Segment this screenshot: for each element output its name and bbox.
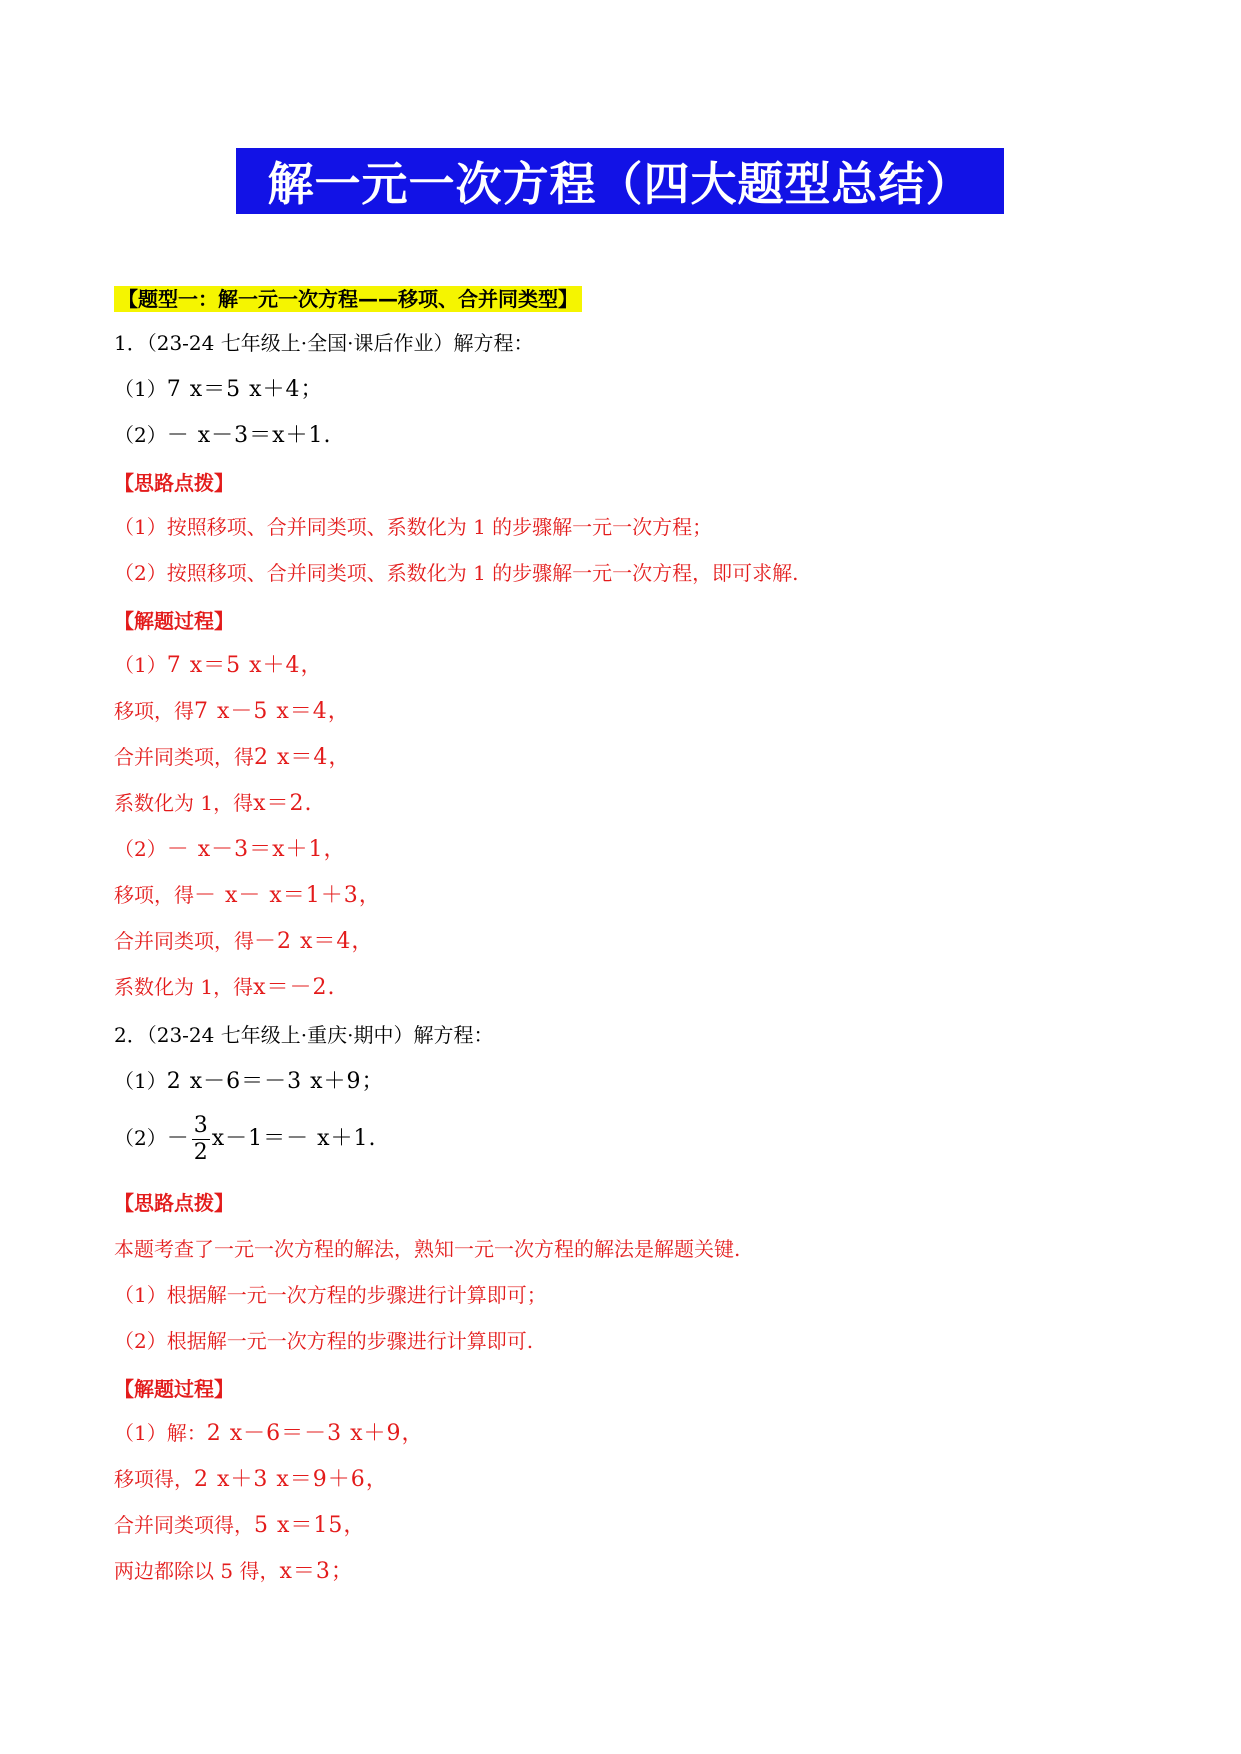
problem-1-hint-2: （2）按照移项、合并同类项、系数化为 1 的步骤解一元一次方程，即可求解. [114, 561, 799, 585]
solution-step [114, 1466, 389, 1493]
problem-2-hint-2: （2）根据解一元一次方程的步骤进行计算即可. [114, 1329, 534, 1353]
step-label: 系数化为 1，得 [114, 975, 254, 999]
step-equation: x＝2. [253, 791, 313, 816]
step-equation: 5 x＝15， [254, 1513, 367, 1538]
problem-1-hint-1: （1）按照移项、合并同类项、系数化为 1 的步骤解一元一次方程； [114, 515, 713, 539]
problem-2-hint-heading: 【思路点拨】 [114, 1191, 234, 1215]
step-equation: 7 x－5 x＝4， [194, 699, 351, 724]
solution-step [114, 744, 351, 771]
problem-2-hint-0: 本题考查了一元一次方程的解法，熟知一元一次方程的解法是解题关键. [114, 1237, 741, 1261]
step-equation: x＝－2. [253, 975, 336, 1000]
step-equation: 2 x＋3 x＝9＋6， [194, 1467, 389, 1492]
solution-step [114, 928, 374, 955]
step-label: 系数化为 1，得 [114, 791, 254, 815]
equation-rest: x－1＝－ x＋1. [211, 1126, 377, 1151]
step-label: 移项，得 [114, 699, 194, 723]
step-label: 合并同类项，得 [114, 745, 254, 769]
solution-step [114, 882, 382, 909]
step-equation: x＝3； [279, 1559, 354, 1584]
step-label: 移项，得 [114, 883, 194, 907]
equation: 7 x＝5 x＋4； [166, 377, 324, 402]
step-label: 合并同类项，得 [114, 929, 254, 953]
step-label: 合并同类项得， [114, 1513, 254, 1537]
solution-step [114, 1558, 354, 1585]
title-banner [236, 148, 1004, 214]
minus-sign: － [166, 1126, 190, 1151]
problem-2-solution-heading: 【解题过程】 [114, 1377, 234, 1401]
problem-1-part-2 [114, 422, 332, 449]
step-label: 两边都除以 5 得， [114, 1559, 280, 1583]
denominator: 2 [193, 1140, 208, 1165]
page-title: 解一元一次方程（四大题型总结） [267, 157, 973, 211]
step-label: （2） [114, 837, 167, 861]
solution-step [114, 836, 347, 863]
step-equation: 7 x＝5 x＋4， [166, 653, 324, 678]
part-label: （1） [114, 1069, 167, 1093]
solution-step [114, 790, 313, 817]
part-label: （1） [114, 377, 167, 401]
equation: － x－3＝x＋1. [166, 423, 332, 448]
fraction [192, 1113, 210, 1166]
part-label: （2） [114, 1126, 167, 1150]
step-label: （1）解： [114, 1421, 207, 1445]
solution-step [114, 652, 324, 679]
problem-1-hint-heading: 【思路点拨】 [114, 471, 234, 495]
equation: 2 x－6＝－3 x＋9； [166, 1069, 385, 1094]
problem-2-part-2 [114, 1108, 377, 1169]
problem-2-part-1 [114, 1068, 385, 1095]
step-equation: －2 x＝4， [254, 929, 375, 954]
solution-step [114, 974, 336, 1001]
step-label: （1） [114, 653, 167, 677]
problem-2-stem: 2．（23-24 七年级上·重庆·期中）解方程： [114, 1023, 494, 1047]
part-label: （2） [114, 423, 167, 447]
step-label: 移项得， [114, 1467, 194, 1491]
problem-1-stem: 1．（23-24 七年级上·全国·课后作业）解方程： [114, 331, 534, 355]
solution-step [114, 1512, 366, 1539]
step-equation: 2 x＝4， [254, 745, 352, 770]
step-equation: 2 x－6＝－3 x＋9， [206, 1421, 425, 1446]
problem-1-part-1 [114, 376, 324, 403]
type-heading [114, 286, 582, 312]
problem-2-hint-1: （1）根据解一元一次方程的步骤进行计算即可； [114, 1283, 547, 1307]
numerator: 3 [193, 1113, 208, 1138]
problem-1-solution-heading: 【解题过程】 [114, 609, 234, 633]
step-equation: － x－3＝x＋1， [166, 837, 347, 862]
type-one-label: 【题型一：解一元一次方程——移项、合并同类型】 [114, 286, 582, 312]
solution-step [114, 1420, 425, 1447]
solution-step [114, 698, 351, 725]
step-equation: － x－ x＝1＋3， [194, 883, 382, 908]
